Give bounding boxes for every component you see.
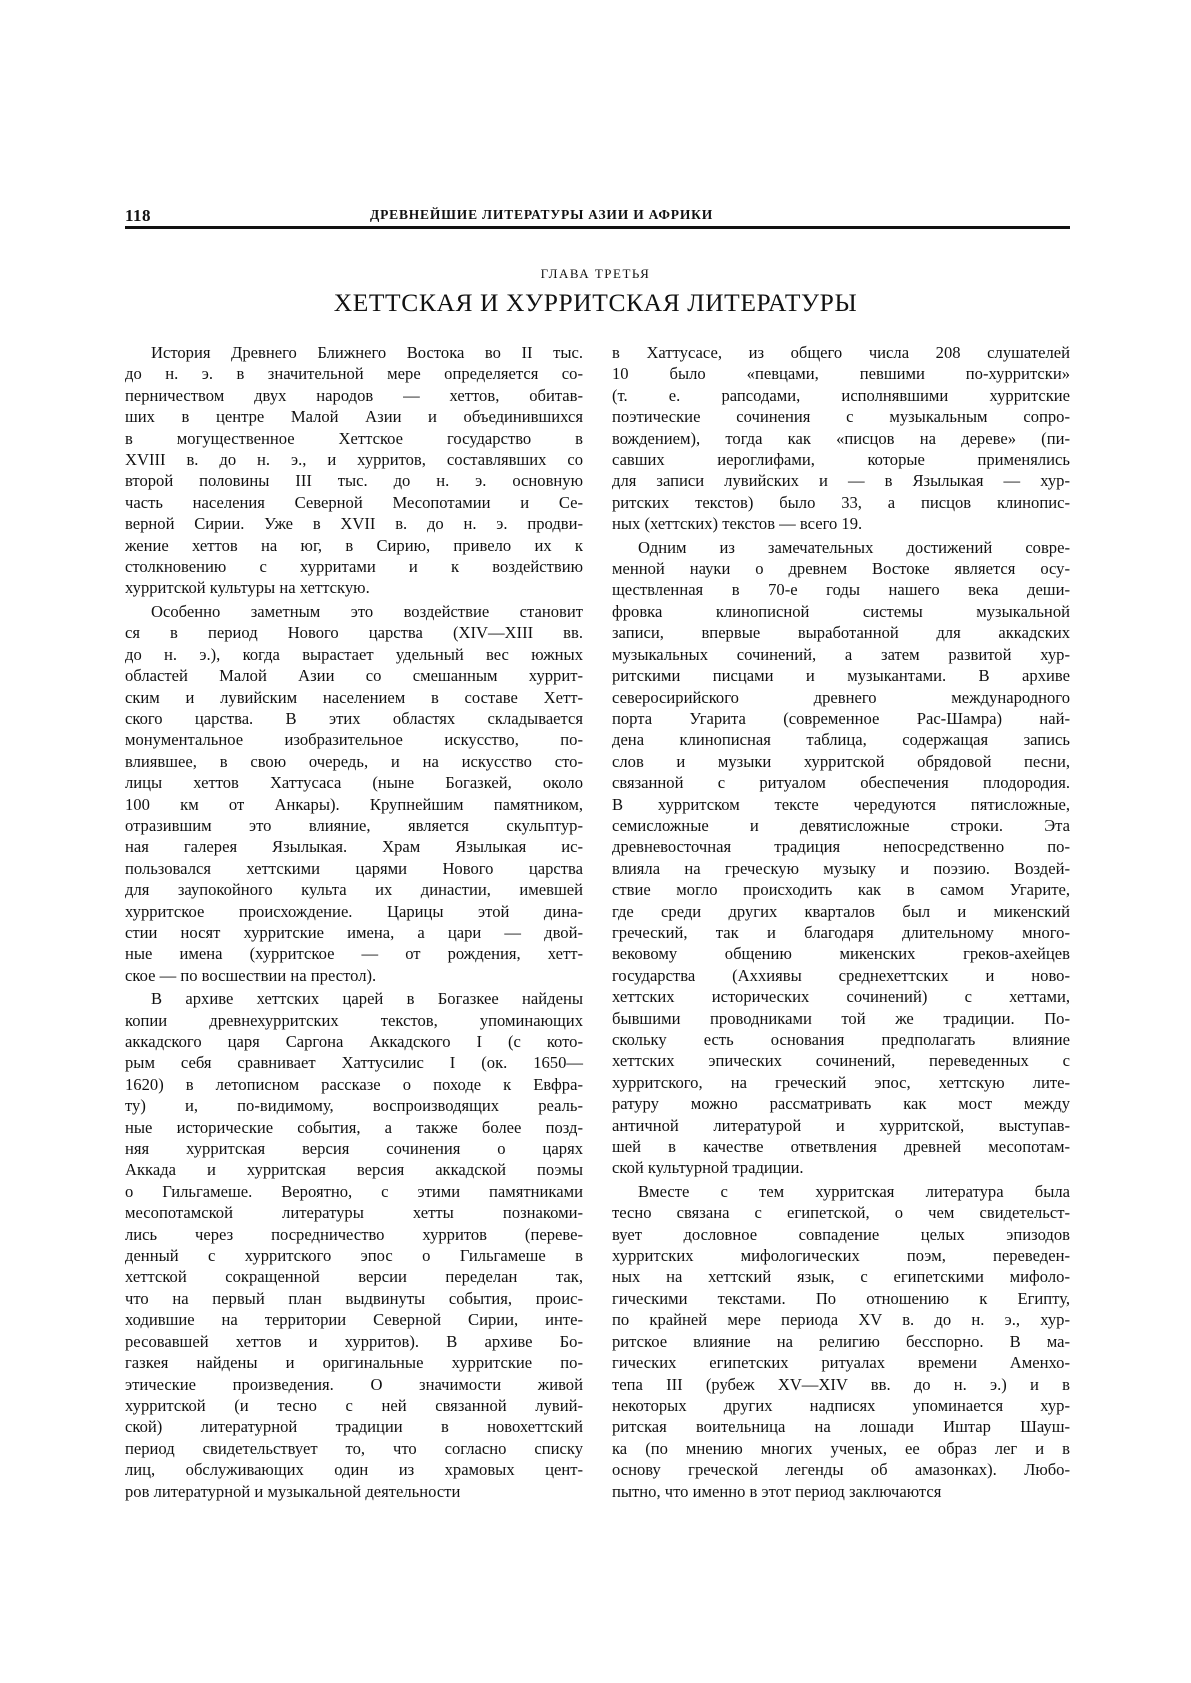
text-line: ту) и, по-видимому, воспроизводящих реаль- (125, 1096, 583, 1116)
text-line: второй половины III тыс. до н. э. основную (125, 471, 583, 491)
text-line: ской культурной традиции. (612, 1158, 804, 1178)
text-line: связанной с ритуалом обеспечения плодородия. (612, 773, 1070, 793)
text-line: хурритских мифологических поэм, переведен- (612, 1246, 1070, 1266)
paragraph (125, 988, 583, 1502)
text-line: 10 было «певцами, певшими по-хурритски» (612, 364, 1070, 384)
text-line: ского царства. В этих областях складывается (125, 708, 583, 728)
text-line: лицы хеттов Хаттусаса (ныне Богазкей, около (125, 773, 583, 793)
page-number: 118 (125, 206, 152, 225)
text-line: ся в период Нового царства (XIV—XIII вв. (125, 623, 583, 643)
text-line: XVIII в. до н. э., и хурритов, составлявших со (125, 450, 583, 470)
text-line: скольку есть основания предполагать влияние (612, 1030, 1070, 1049)
text-line: древневосточная традиция непосредственно по- (612, 837, 1070, 857)
text-line: античной литературой и хурритской, выступав- (612, 1115, 1070, 1135)
header-rule (125, 226, 1070, 229)
text-line: шей в качестве ответвления древней месопотам- (612, 1137, 1070, 1157)
text-line: хурритского, на греческий эпос, хеттскую лите- (612, 1072, 1070, 1092)
text-line: рым себя сравнивает Хаттусилис I (ок. 1650— (125, 1053, 583, 1073)
text-line: слов и музыки хурритской обрядовой песни, (612, 751, 1070, 771)
text-line: менной науки о древнем Востоке является осу- (612, 559, 1070, 579)
text-line: стии носят хурритские имена, а цари — двой- (125, 922, 583, 942)
text-line: денный с хурритского эпос о Гильгамеше в (125, 1246, 583, 1266)
text-line: ритское влияние на религию бесспорно. В ма- (612, 1331, 1070, 1351)
text-line: ка (по мнению многих ученых, ее образ лег и в (612, 1438, 1070, 1458)
text-line: ритских текстов) было 33, а писцов клинопис- (612, 492, 1070, 512)
text-line: в могущественное Хеттское государство в (125, 428, 583, 448)
text-line: газкея найдены и оригинальные хурритские по- (125, 1353, 583, 1373)
text-line: ных (хеттских) текстов — всего 19. (612, 514, 863, 534)
text-line: Одним из замечательных достижений совре- (638, 537, 1070, 557)
text-line: северосирийского древнего международного (612, 687, 1070, 707)
text-line: ные исторические события, а также более позд- (125, 1117, 583, 1137)
text-line: (т. е. рапсодами, исполнявшими хурритские (612, 385, 1070, 405)
text-line: жение хеттов на юг, в Сирию, привело их к (125, 535, 583, 555)
text-line: основу греческой легенды об амазонках). Любо- (612, 1460, 1070, 1480)
text-line: музыкальных сочинений, а затем развитой хур- (612, 644, 1070, 664)
text-line: ратуру можно рассматривать как мост между (612, 1094, 1070, 1114)
text-line: тепа III (рубеж XV—XIV вв. до н. э.) и в (612, 1374, 1070, 1394)
paragraph (612, 342, 1070, 535)
text-line: ской) литературной традиции в новохеттский (125, 1417, 583, 1437)
text-line: часть населения Северной Месопотамии и Се- (125, 492, 583, 512)
text-line: гических египетских ритуалах времени Аменхо- (612, 1353, 1070, 1373)
text-line: некоторых других надписях упоминается хур- (612, 1395, 1070, 1415)
text-line: хурритской (и тесно с ней связанной лувий- (125, 1395, 583, 1415)
text-line: лиц, обслуживающих один из храмовых цент- (125, 1460, 583, 1480)
text-line: лись через посредничество хурритов (переве- (125, 1224, 583, 1244)
paragraph (612, 537, 1070, 1179)
text-line: вует дословное совпадение целых эпизодов (612, 1224, 1070, 1244)
text-line: для заупокойного культа их династии, имевшей (125, 880, 583, 900)
text-line: ходившие на территории Северной Сирии, инте- (125, 1310, 583, 1330)
text-line: поэтические сочинения с музыкальным сопро- (612, 407, 1070, 427)
text-line: В архиве хеттских царей в Богазкее найдены (151, 989, 583, 1009)
text-line: История Древнего Ближнего Востока во II тыс. (151, 343, 583, 362)
running-head: ДРЕВНЕЙШИЕ ЛИТЕРАТУРЫ АЗИИ И АФРИКИ (370, 207, 714, 222)
paragraph (612, 1181, 1070, 1502)
text-line: савших иероглифами, которые применялись (612, 450, 1070, 470)
text-line: до н. э.), когда вырастает удельный вес южных (125, 644, 583, 664)
text-line: ная галерея Язылыкая. Храм Язылыкая ис- (125, 837, 583, 857)
text-line: влияла на греческую музыку и поэзию. Воздей- (612, 858, 1070, 878)
text-line: хеттских исторических сочинений) с хеттами, (612, 987, 1070, 1007)
paragraph (125, 342, 583, 599)
text-line: В хурритском тексте чередуются пятисложные, (612, 794, 1070, 814)
text-line: ским и лувийским населением в составе Хетт- (125, 687, 583, 707)
left-text-column (125, 342, 583, 1502)
text-line: хурритской культуры на хеттскую. (125, 578, 370, 598)
text-line: аккадского царя Саргона Аккадского I (с кото- (125, 1032, 583, 1051)
text-line: монументальное изобразительное искусство, по- (125, 730, 583, 750)
text-line: гическими текстами. По отношению к Египту, (612, 1288, 1070, 1308)
text-line: тесно связана с египетской, о чем свидетельст- (612, 1203, 1070, 1223)
text-line: Вместе с тем хурритская литература была (638, 1181, 1070, 1201)
text-line: порта Угарита (современное Рас-Шамра) най- (612, 708, 1070, 728)
text-line: ших в центре Малой Азии и объединившихся (125, 407, 583, 427)
text-line: 1620) в летописном рассказе о походе к Евфра- (125, 1074, 583, 1094)
text-line: хеттских эпических сочинений, переведенных с (612, 1051, 1070, 1071)
text-line: вековому общению микенских греков-ахейцев (612, 944, 1070, 964)
text-line: месопотамской литературы хетты познакоми- (125, 1203, 583, 1223)
text-line: отразившим это влияние, является скульптур- (125, 815, 583, 835)
text-line: ское — по восшествии на престол). (125, 965, 377, 985)
text-line: ных на хеттский язык, с египетскими мифоло- (612, 1267, 1070, 1287)
text-line: пользовался хеттскими царями Нового царства (125, 858, 583, 878)
text-line: Особенно заметным это воздействие становит (151, 601, 583, 621)
text-line: что на первый план выдвинуты события, проис- (125, 1288, 583, 1308)
text-line: бывшими проводниками той же традиции. По- (612, 1008, 1070, 1028)
text-line: период свидетельствует то, что согласно списку (125, 1438, 583, 1458)
text-line: влиявшее, в свою очередь, и на искусство сто- (125, 751, 583, 771)
text-line: фровка клинописной системы музыкальной (612, 601, 1070, 621)
text-line: вождением), тогда как «писцов на дереве» (пи- (612, 428, 1070, 448)
text-line: ные имена (хурритское — от рождения, хетт- (125, 944, 583, 964)
text-line: перничеством двух народов — хеттов, обитав- (125, 385, 583, 405)
text-line: семисложные и девятисложные строки. Эта (612, 815, 1070, 835)
text-line: ресовавшей хеттов и хурритов). В архиве Бо- (125, 1331, 583, 1351)
text-line: ритскими писцами и музыкантами. В архиве (612, 666, 1070, 686)
text-line: верной Сирии. Уже в XVII в. до н. э. продви- (125, 514, 583, 534)
text-line: для записи лувийских и — в Язылыкая — хур- (612, 471, 1070, 491)
text-line: в Хаттусасе, из общего числа 208 слушателей (612, 343, 1070, 362)
text-line: греческий, так и благодаря длительному много- (612, 922, 1070, 942)
text-line: ствие могло происходить как в самом Угарите, (612, 880, 1070, 900)
text-line: этические произведения. О значимости живой (125, 1374, 583, 1394)
text-line: о Гильгамеше. Вероятно, с этими памятниками (125, 1181, 583, 1201)
text-line: областей Малой Азии со смешанным хуррит- (125, 666, 583, 686)
text-line: ществленная в 70-е годы нашего века деши- (612, 580, 1070, 600)
text-line: государства (Аххиявы среднехеттских и ново- (612, 965, 1070, 985)
text-line: хеттской сокращенной версии переделан так, (125, 1267, 583, 1287)
paragraph (125, 601, 583, 986)
text-line: Аккада и хурритская версия аккадской поэмы (125, 1160, 583, 1180)
chapter-title: ХЕТТСКАЯ И ХУРРИТСКАЯ ЛИТЕРАТУРЫ (333, 288, 858, 317)
text-line: няя хурритская версия сочинения о царях (125, 1139, 583, 1159)
text-line: пытно, что именно в этот период заключаются (612, 1481, 942, 1501)
text-line: столкновению с хурритами и к воздействию (125, 557, 583, 577)
text-line: дена клинописная таблица, содержащая запись (612, 730, 1070, 750)
text-line: копии древнехурритских текстов, упоминающих (125, 1010, 583, 1030)
chapter-label: ГЛАВА ТРЕТЬЯ (540, 266, 651, 281)
text-line: ритская воительница на лошади Иштар Шауш- (612, 1417, 1070, 1437)
text-line: 100 км от Анкары). Крупнейшим памятником, (125, 794, 583, 814)
text-line: ров литературной и музыкальной деятельности (125, 1481, 461, 1501)
right-text-column (612, 342, 1070, 1502)
text-line: где среди других кварталов был и микенский (612, 901, 1070, 921)
text-line: хурритское происхождение. Царицы этой дина- (125, 901, 583, 921)
text-line: до н. э. в значительной мере определяется со- (125, 364, 583, 384)
text-line: по крайней мере периода XV в. до н. э., хур- (612, 1310, 1070, 1330)
text-line: записи, впервые выработанной для аккадских (612, 623, 1070, 643)
